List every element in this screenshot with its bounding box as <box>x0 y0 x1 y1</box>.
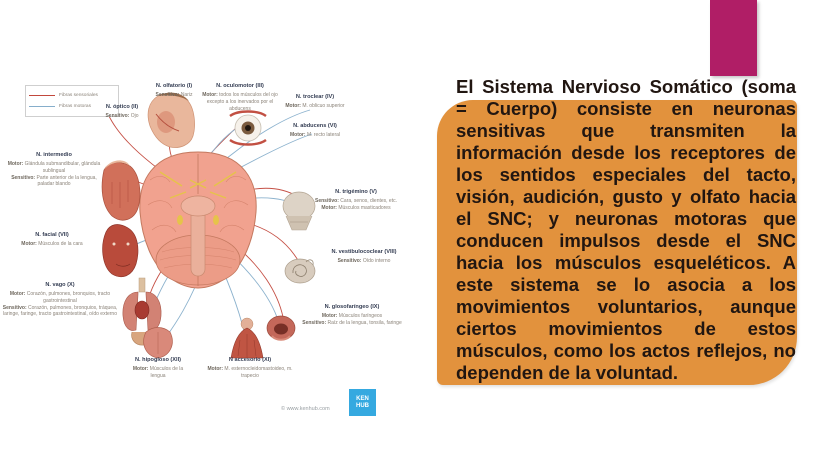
nerve-title: N. vestibulococlear (VIII) <box>331 249 397 255</box>
nerve-title: N. olfatorio (I) <box>155 83 193 89</box>
nerve-title: N. óptico (II) <box>105 104 139 110</box>
nerve-title: N accesorio (XI) <box>228 357 272 363</box>
body-paragraph: El Sistema Nervioso Somático (soma = Cuerpo) consiste en neuronas sensitivas que transmiten la información desde los receptores de los sentidos especiales del tacto, visión, audición, gusto y olfato hacia el SNC; y neuronas motoras que conducen impulsos desde el SNC hacia los músculos esqueléticos. A este sistema se lo asocia a los movimientos voluntarios, aunque ciertos movimientos de estos músculos, como los actos reflejos, no dependen de la voluntad. <box>456 76 796 383</box>
salivary-glands-face-illustration <box>102 160 140 220</box>
nerve-label-troclear: N. troclear (IV) Motor: M. oblicuo superior <box>282 94 348 110</box>
nerve-label-abducens: N. abducens (VI) Motor: M. recto lateral <box>278 123 352 139</box>
nerve-label-oculomotor: N. oculomotor (III) Motor: todos los músculos del ojo excepto a los inervados por el abducens <box>200 83 280 112</box>
kenhub-logo-line2: HUB <box>356 402 369 409</box>
inner-ear-illustration <box>285 259 315 283</box>
kenhub-logo-line1: KEN <box>356 395 369 402</box>
skull-illustration <box>283 192 315 230</box>
nerve-label-trigemino: N. trigémino (V) Sensitivo: Cara, senos, dientes, etc. Motor: Músculos masticadores <box>315 189 397 211</box>
nerve-label-facial: N. facial (VII) Motor: Músculos de la cara <box>16 232 88 248</box>
magenta-accent-bar <box>710 0 757 76</box>
nerve-title: N. vago (X) <box>45 282 75 288</box>
nerve-title: N. intermedio <box>36 152 72 158</box>
nerve-label-glosofaringeo: N. glosofaríngeo (IX) Motor: Músculos faríngeos Sensitivo: Raíz de la lengua, tonsila, faringe <box>296 304 408 327</box>
nerve-title: N. oculomotor (III) <box>216 83 264 89</box>
nerve-label-accesorio: N accesorio (XI) Motor: M. esternocleidomastoideo, m. trapecio <box>200 357 300 380</box>
motor-fiber-line <box>29 106 55 107</box>
tongue-illustration <box>144 328 173 359</box>
brain-illustration <box>140 152 256 288</box>
nerve-label-hipogloso: N. hipogloso (XII) Motor: Músculos de la lengua <box>126 357 190 380</box>
neck-muscles-illustration <box>231 318 263 358</box>
sensory-fiber-line <box>29 95 55 96</box>
nerve-title: N. hipogloso (XII) <box>135 357 181 363</box>
nerve-title: N. facial (VII) <box>35 232 69 238</box>
legend-motor-label: Fibras motoras <box>59 104 91 109</box>
nerve-label-optico: N. óptico (II) Sensitivo: Ojo <box>92 104 152 120</box>
kenhub-logo <box>349 389 376 416</box>
nerve-title: N. trigémino (V) <box>335 189 377 195</box>
nerve-title: N. glosofaríngeo (IX) <box>324 304 380 310</box>
eye-illustration <box>230 112 266 145</box>
nerve-title: N. troclear (IV) <box>295 94 335 100</box>
olfactory-illustration <box>148 93 194 148</box>
nerve-label-vestibulococlear: N. vestibulococlear (VIII) Sensitivo: Oído interno <box>314 249 414 265</box>
legend-sensory-label: Fibras sensoriales <box>59 93 98 98</box>
nerve-label-vago: N. vago (X) Motor: Corazón, pulmones, bronquios, tracto gastrointestinal Sensitivo: Corazón, pulmones, bronquios, tráquea, laringe, faringe, tracto gastrointestinal, oído externo <box>2 282 118 318</box>
nerve-title: N. abducens (VI) <box>293 123 337 129</box>
pharynx-illustration <box>267 316 295 340</box>
legend-row-sensory <box>29 90 115 101</box>
copyright-text: © www.kenhub.com <box>281 406 330 412</box>
nerve-label-intermedio: N. intermedio Motor: Glándula submandibular, glándula sublingual Sensitivo: Parte anterior de la lengua, paladar blando <box>7 152 101 188</box>
facial-muscles-illustration <box>103 225 138 277</box>
nerve-label-olfatorio: N. olfatorio (I) Sensitivo: Nariz <box>141 83 207 99</box>
